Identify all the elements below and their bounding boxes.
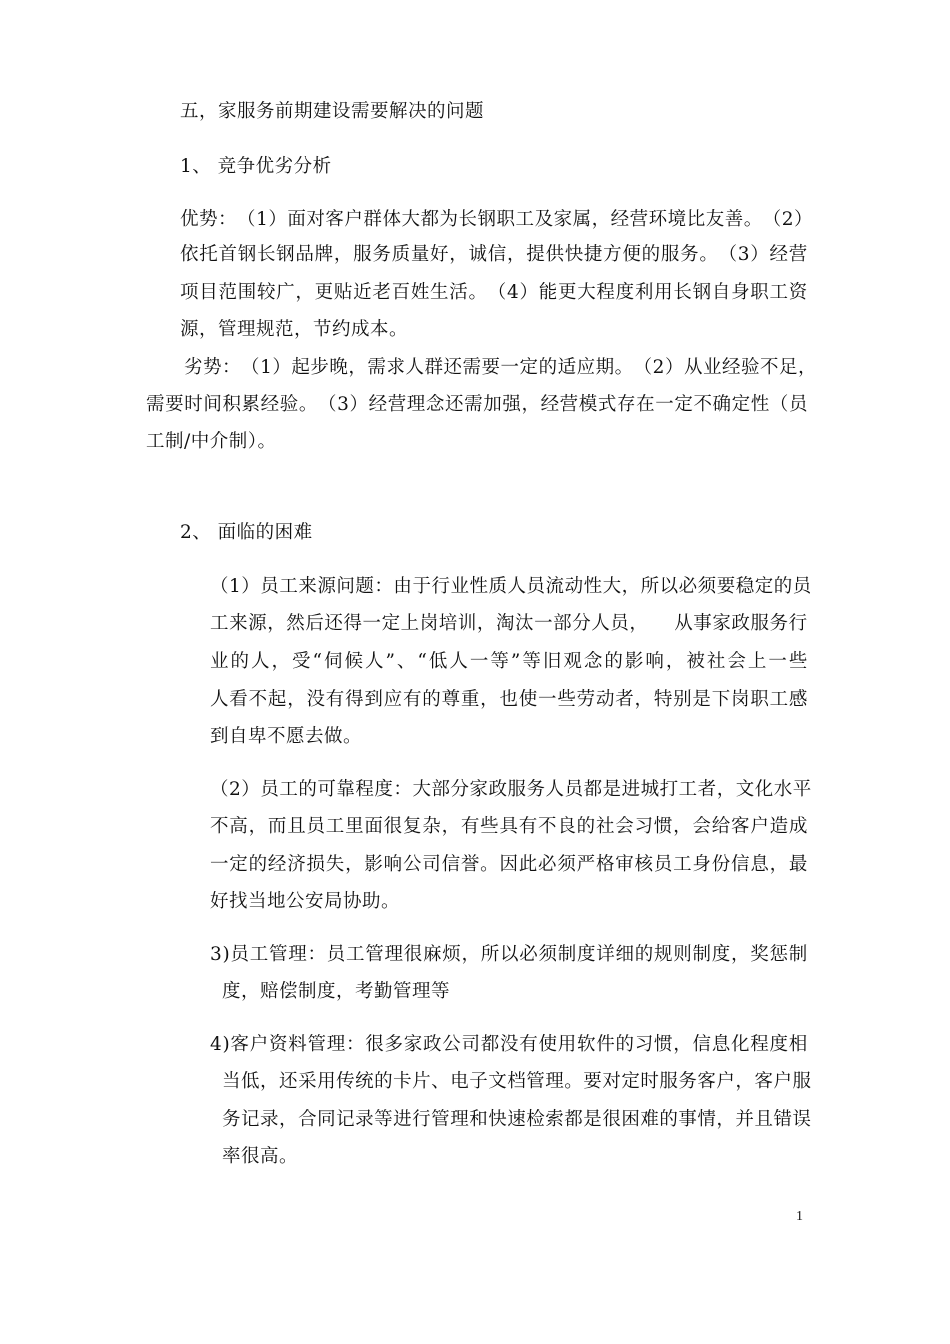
difficulty-3-line: 3 ) 员 工 管 理 ： 员 工 管 理 很 麻 烦 ， 所 以 必 须 制 度 详 细 的 规 则 制 度 ， 奖 惩 制 bbox=[210, 944, 808, 965]
difficulty-3-line: 度，赔偿制度，考勤管理等 bbox=[222, 981, 451, 1002]
subsection-title-competition: 1、 竞争优劣分析 bbox=[180, 156, 332, 177]
difficulty-2-line: 一 定 的 经 济 损 失 ， 影 响 公 司 信 誉 。 因 此 必 须 严 格 审 核 员 工 身 份 信 息 ， 最 bbox=[210, 854, 808, 875]
advantages-line: 源，管理规范，节约成本。 bbox=[180, 319, 409, 340]
difficulty-2-line: 不 高 ， 而 且 员 工 里 面 很 复 杂 ， 有 些 具 有 不 良 的 社 会 习 惯 ， 会 给 客 户 造 成 bbox=[210, 816, 808, 837]
advantages-line: 项 目 范 围 较 广 ， 更 贴 近 老 百 姓 生 活 。 （ 4 ） 能 更 大 程 度 利 用 长 钢 自 身 职 工 资 bbox=[180, 282, 808, 303]
difficulty-1-line: 工 来 源 ， 然 后 还 得 一 定 上 岗 培 训 ， 淘 汰 一 部 分 人 员 ， 从 事 家 政 服 务 行 bbox=[210, 613, 808, 634]
difficulty-1-line: 人 看 不 起 ， 没 有 得 到 应 有 的 尊 重 ， 也 使 一 些 劳 动 者 ， 特 别 是 下 岗 职 工 感 bbox=[210, 689, 808, 710]
page-number: 1 bbox=[796, 1209, 803, 1224]
difficulty-2-line: （ 2 ） 员 工 的 可 靠 程 度 ： 大 部 分 家 政 服 务 人 员 都 是 进 城 打 工 者 ， 文 化 水 平 bbox=[210, 779, 812, 800]
disadvantages-line: 工制/中介制）。 bbox=[146, 431, 277, 452]
difficulty-2-line: 好找当地公安局协助。 bbox=[210, 891, 401, 912]
difficulty-4-line: 务 记 录 ， 合 同 记 录 等 进 行 管 理 和 快 速 检 索 都 是 很 困 难 的 事 情 ， 并 且 错 误 bbox=[222, 1109, 812, 1130]
advantages-line: 优 势 ： （ 1 ） 面 对 客 户 群 体 大 都 为 长 钢 职 工 及 家 属 ， 经 营 环 境 比 友 善 。 （ 2 ） bbox=[180, 209, 814, 230]
difficulty-1-line: （ 1 ） 员 工 来 源 问 题 ： 由 于 行 业 性 质 人 员 流 动 性 大 ， 所 以 必 须 要 稳 定 的 员 bbox=[210, 576, 812, 597]
subsection-title-difficulties: 2、 面临的困难 bbox=[180, 522, 313, 543]
disadvantages-line: 劣 势 ： （ 1 ） 起 步 晚 ， 需 求 人 群 还 需 要 一 定 的 适 应 期 。 （ 2 ） 从 业 经 验 不 足 ， bbox=[184, 357, 818, 378]
difficulty-1-line: 业 的 人 ， 受 “ 伺 候 人 ” 、 “ 低 人 一 等 ” 等 旧 观 念 的 影 响 ， 被 社 会 上 一 些 bbox=[210, 651, 808, 672]
difficulty-4-line: 当 低 ， 还 采 用 传 统 的 卡 片 、 电 子 文 档 管 理 。 要 对 定 时 服 务 客 户 ， 客 户 服 bbox=[222, 1071, 812, 1092]
difficulty-4-line: 率很高。 bbox=[222, 1146, 299, 1167]
section-title: 五，家服务前期建设需要解决的问题 bbox=[180, 101, 485, 122]
advantages-line: 依 托 首 钢 长 钢 品 牌 ， 服 务 质 量 好 ， 诚 信 ， 提 供 快 捷 方 便 的 服 务 。 （ 3 ） 经 营 bbox=[180, 244, 808, 265]
difficulty-1-line: 到自卑不愿去做。 bbox=[210, 726, 363, 747]
disadvantages-line: 需 要 时 间 积 累 经 验 。 （ 3 ） 经 营 理 念 还 需 加 强 ， 经 营 模 式 存 在 一 定 不 确 定 性 （ 员 bbox=[146, 394, 808, 415]
difficulty-4-line: 4 ) 客 户 资 料 管 理 ： 很 多 家 政 公 司 都 没 有 使 用 软 件 的 习 惯 ， 信 息 化 程 度 相 bbox=[210, 1034, 808, 1055]
